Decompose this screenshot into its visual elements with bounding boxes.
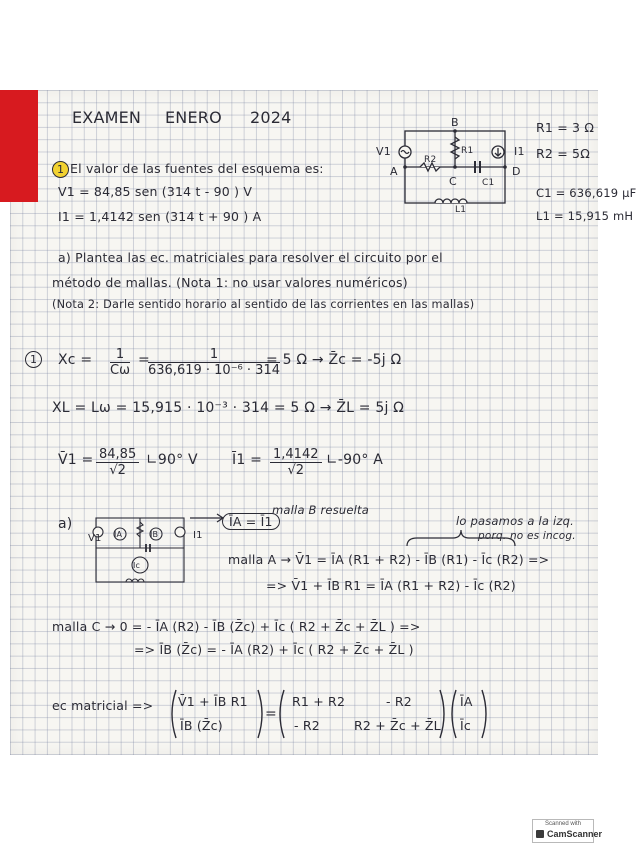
matrix-r2c2: R2 + Z̄c + Z̄L bbox=[354, 718, 441, 733]
badge-line-2: CamScanner bbox=[547, 829, 603, 839]
part-a-line-1: a) Plantea las ec. matriciales para resolver el circuito por el bbox=[58, 250, 443, 265]
given-r1: R1 = 3 Ω bbox=[536, 120, 595, 135]
xl-line: XL = Lω = 15,915 · 10⁻³ · 314 = 5 Ω → Z̄L = 5j Ω bbox=[52, 400, 405, 416]
note-move-left: lo pasamos a la izq. bbox=[456, 514, 574, 528]
solution-number: 1 bbox=[25, 351, 42, 368]
circuit-r1-label: R1 bbox=[461, 146, 474, 156]
matrix-r2c1: - R2 bbox=[294, 718, 320, 733]
malla-c-eq-2: => ĪB (Z̄c) = - ĪA (R2) + Īc ( R2 + Z̄c + Z̄L ) bbox=[134, 642, 414, 657]
problem-number: 1 bbox=[52, 161, 69, 178]
problem-statement: El valor de las fuentes del esquema es: bbox=[70, 161, 324, 176]
red-corner-tab bbox=[0, 90, 38, 202]
v1-fraction bbox=[96, 447, 139, 478]
matrix-r1c1: R1 + R2 bbox=[292, 694, 346, 709]
mesh-sketch bbox=[88, 510, 193, 595]
sketch-ib: IB bbox=[150, 530, 159, 539]
xc-fraction-2 bbox=[148, 347, 280, 378]
given-r2: R2 = 5Ω bbox=[536, 146, 590, 161]
camscanner-badge bbox=[532, 819, 603, 843]
circuit-r2-label: R2 bbox=[424, 155, 437, 165]
xc-frac2-num: 1 bbox=[148, 347, 280, 363]
source-i1: I1 = 1,4142 sen (314 t + 90 ) A bbox=[58, 209, 262, 224]
circuit-v1-label: V1 bbox=[376, 145, 391, 158]
malla-c-eq-1: malla C → 0 = - ĪA (R2) - ĪB (Z̄c) + Īc ( R2 + Z̄c + Z̄L ) => bbox=[52, 619, 421, 634]
node-b-label: B bbox=[451, 116, 459, 129]
i1-lhs: Ī1 = bbox=[232, 452, 263, 468]
part-a-line-2: método de mallas. (Nota 1: no usar valores numéricos) bbox=[52, 275, 408, 290]
title-exam: EXAMEN bbox=[72, 108, 142, 127]
circuit-c1-label: C1 bbox=[482, 178, 495, 188]
camscanner-icon bbox=[536, 830, 544, 838]
vector-top: V̄1 + ĪB R1 bbox=[178, 694, 248, 709]
i1-den: √2 bbox=[287, 463, 305, 478]
matrix-label: ec matricial => bbox=[52, 698, 154, 713]
malla-a-eq-1: malla A → V̄1 = ĪA (R1 + R2) - ĪB (R1) - Īc (R2) => bbox=[228, 552, 550, 567]
xc-frac1-num: 1 bbox=[110, 347, 130, 363]
unknown-ia: ĪA bbox=[460, 694, 473, 709]
i1-num: 1,4142 bbox=[270, 447, 322, 463]
v1-angle: ∟90° V bbox=[146, 452, 198, 468]
xc-equals: = bbox=[138, 352, 150, 368]
title-year: 2024 bbox=[250, 108, 292, 127]
xc-frac1-den: Cω bbox=[110, 363, 130, 378]
ia-equation: ĪA = Ī1 bbox=[222, 513, 280, 530]
matrix-equals: = bbox=[265, 706, 277, 722]
matrix-paren-left bbox=[276, 688, 286, 740]
given-c1: C1 = 636,619 μF bbox=[536, 186, 636, 200]
sketch-v1: V1 bbox=[88, 533, 102, 544]
given-l1: L1 = 15,915 mH bbox=[536, 209, 634, 223]
xc-result: = 5 Ω → Z̄c = -5j Ω bbox=[266, 352, 402, 368]
node-d-label: D bbox=[512, 165, 521, 178]
sketch-i1: I1 bbox=[193, 530, 203, 541]
badge-line-1: Scanned with bbox=[545, 821, 582, 827]
i1-fraction bbox=[270, 447, 322, 478]
i1-angle: ∟-90° A bbox=[326, 452, 384, 468]
solution-part-a: a) bbox=[58, 516, 73, 532]
part-a-line-3: (Nota 2: Darle sentido horario al sentido de las corrientes en las mallas) bbox=[52, 298, 475, 311]
note-not-unknown: porq. no es incog. bbox=[478, 530, 576, 542]
node-a-label: A bbox=[390, 165, 398, 178]
unknown-ic: Īc bbox=[460, 718, 471, 733]
title-month: ENERO bbox=[165, 108, 222, 127]
xc-fraction-1 bbox=[110, 347, 130, 378]
unknowns-paren-left bbox=[448, 688, 458, 740]
unknowns-paren-right bbox=[480, 688, 490, 740]
xc-frac2-den: 636,619 · 10⁻⁶ · 314 bbox=[148, 363, 280, 378]
matrix-paren-right bbox=[438, 688, 448, 740]
v1-lhs: V̄1 = bbox=[58, 452, 94, 468]
sketch-ic: Ic bbox=[133, 561, 141, 570]
vector-paren-left bbox=[168, 688, 178, 740]
v1-den: √2 bbox=[109, 463, 126, 478]
matrix-r1c2: - R2 bbox=[386, 694, 412, 709]
v1-num: 84,85 bbox=[96, 447, 139, 463]
sketch-ia: IA bbox=[114, 530, 123, 539]
node-c-label: C bbox=[449, 175, 457, 188]
circuit-i1-label: I1 bbox=[514, 145, 525, 158]
malla-b-note: malla B resuelta bbox=[272, 503, 369, 517]
malla-a-eq-2: => V̄1 + ĪB R1 = ĪA (R1 + R2) - Īc (R2) bbox=[266, 578, 516, 593]
circuit-l1-label: L1 bbox=[455, 205, 467, 215]
xc-lhs: Xc = bbox=[58, 352, 93, 368]
vector-bottom: ĪB (Z̄c) bbox=[180, 718, 223, 733]
brace bbox=[405, 528, 517, 548]
source-v1: V1 = 84,85 sen (314 t - 90 ) V bbox=[58, 184, 253, 199]
